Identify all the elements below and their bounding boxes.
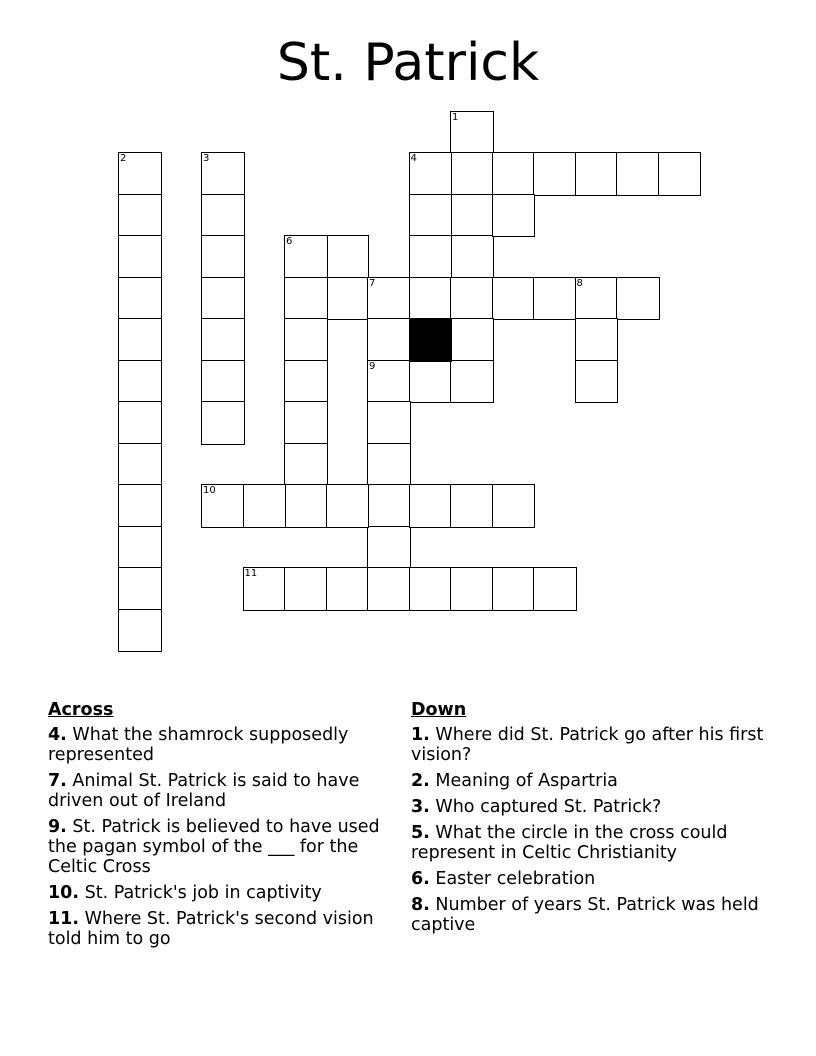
grid-cell[interactable] [450,277,494,321]
grid-cell[interactable] [575,318,619,362]
grid-cell[interactable] [533,152,577,196]
grid-cell[interactable] [450,194,494,238]
clue-number: 4. [48,725,67,745]
grid-cell[interactable] [118,443,162,487]
clue-text: Animal St. Patrick is said to have driven out of Ireland [48,771,360,811]
grid-cell[interactable] [409,235,453,279]
grid-cell[interactable] [409,194,453,238]
clue-text: Where St. Patrick's second vision told him to go [48,909,374,949]
clue-text: Where did St. Patrick go after his first vision? [411,725,764,765]
grid-cell[interactable] [326,235,370,279]
clue-number: 10. [48,883,80,903]
grid-cell[interactable] [284,318,328,362]
grid-cell[interactable] [201,277,245,321]
clue-down-6 [411,869,776,889]
clue-number-label: 6 [286,236,293,247]
grid-cell[interactable] [243,484,287,528]
grid-cell[interactable] [492,484,536,528]
clue-number-label: 7 [369,277,376,289]
clue-number-label: 2 [120,153,127,164]
grid-cell[interactable] [118,567,162,611]
grid-cell[interactable] [658,152,702,196]
clue-down-8 [411,895,776,935]
grid-cell[interactable] [118,277,162,321]
clue-across-10 [48,883,403,903]
grid-cell[interactable] [409,360,453,404]
grid-cell[interactable] [201,194,245,238]
clue-number: 2. [411,771,430,791]
clue-number-label: 8 [576,277,583,289]
grid-cell[interactable] [367,567,411,611]
grid-cell[interactable] [409,484,453,528]
clue-text: Who captured St. Patrick? [435,797,662,817]
across-clues [48,700,403,955]
grid-cell[interactable] [201,318,245,362]
grid-cell[interactable] [616,277,660,321]
grid-cell[interactable] [118,609,162,653]
grid-cell[interactable] [533,567,577,611]
clue-text: Meaning of Aspartria [435,771,618,791]
clue-down-5 [411,823,776,863]
grid-cell[interactable] [243,567,287,611]
clue-number-label: 3 [203,153,210,164]
clue-number-label: 4 [410,153,417,164]
clue-number-label: 10 [203,485,216,496]
down-heading: Down [411,700,467,720]
clue-across-7 [48,771,403,811]
grid-cell[interactable] [284,567,328,611]
grid-cell[interactable] [367,401,411,445]
clue-down-1 [411,725,776,765]
grid-cell[interactable] [367,277,411,321]
grid-cell[interactable] [326,567,370,611]
puzzle-title: St. Patrick [276,33,540,93]
grid-cell[interactable] [492,194,536,238]
grid-cell[interactable] [492,152,536,196]
grid-cell[interactable] [201,152,245,196]
clue-text: St. Patrick's job in captivity [84,883,322,903]
grid-cell[interactable] [450,360,494,404]
grid-cell[interactable] [201,360,245,404]
grid-cell[interactable] [118,318,162,362]
clue-number-label: 1 [452,111,459,123]
grid-cell[interactable] [284,235,328,279]
grid-cell[interactable] [409,152,453,196]
grid-cell[interactable] [575,360,619,404]
grid-cell[interactable] [616,152,660,196]
clue-number: 11. [48,909,80,929]
clue-number: 9. [48,817,67,837]
grid-cell[interactable] [201,401,245,445]
grid-cell[interactable] [533,277,577,321]
clue-number: 1. [411,725,430,745]
clue-across-4 [48,725,403,765]
black-square [409,318,453,362]
clue-number: 3. [411,797,430,817]
grid-cell[interactable] [367,484,411,528]
grid-cell[interactable] [450,318,494,362]
clue-text: Number of years St. Patrick was held captive [411,895,759,935]
grid-cell[interactable] [118,401,162,445]
grid-cell[interactable] [284,443,328,487]
grid-cell[interactable] [284,360,328,404]
clue-number: 8. [411,895,430,915]
grid-cell[interactable] [118,484,162,528]
grid-cell[interactable] [367,443,411,487]
grid-cell[interactable] [201,484,245,528]
grid-cell[interactable] [450,152,494,196]
grid-cell[interactable] [284,277,328,321]
grid-cell[interactable] [575,152,619,196]
clue-number: 7. [48,771,67,791]
down-clues [411,700,776,941]
grid-cell[interactable] [118,360,162,404]
grid-cell[interactable] [409,567,453,611]
grid-cell[interactable] [326,277,370,321]
grid-cell[interactable] [118,526,162,570]
clue-number: 5. [411,823,430,843]
clue-down-3 [411,797,776,817]
clue-text: What the circle in the cross could represent in Celtic Christianity [411,823,728,863]
grid-cell[interactable] [450,111,494,155]
grid-cell[interactable] [492,277,536,321]
grid-cell[interactable] [284,484,328,528]
clue-number-label: 11 [244,568,258,579]
grid-cell[interactable] [326,484,370,528]
clue-across-11 [48,909,403,949]
clue-text: St. Patrick is believed to have used the pagan symbol of the ___ for the Celtic Cross [48,817,380,877]
clue-across-9 [48,817,403,877]
grid-cell[interactable] [450,235,494,279]
grid-cell[interactable] [201,235,245,279]
grid-cell[interactable] [409,277,453,321]
clue-text: Easter celebration [435,869,596,889]
clue-number: 6. [411,869,430,889]
grid-cell[interactable] [450,484,494,528]
across-heading: Across [48,700,114,720]
grid-cell[interactable] [118,235,162,279]
grid-cell[interactable] [118,194,162,238]
clue-number-label: 9 [369,360,376,372]
grid-cell[interactable] [284,401,328,445]
grid-cell[interactable] [575,277,619,321]
clue-down-2 [411,771,776,791]
clue-text: What the shamrock supposedly represented [48,725,349,765]
grid-cell[interactable] [367,526,411,570]
grid-cell[interactable] [492,567,536,611]
grid-cell[interactable] [367,318,411,362]
grid-cell[interactable] [118,152,162,196]
grid-cell[interactable] [367,360,411,404]
grid-cell[interactable] [450,567,494,611]
